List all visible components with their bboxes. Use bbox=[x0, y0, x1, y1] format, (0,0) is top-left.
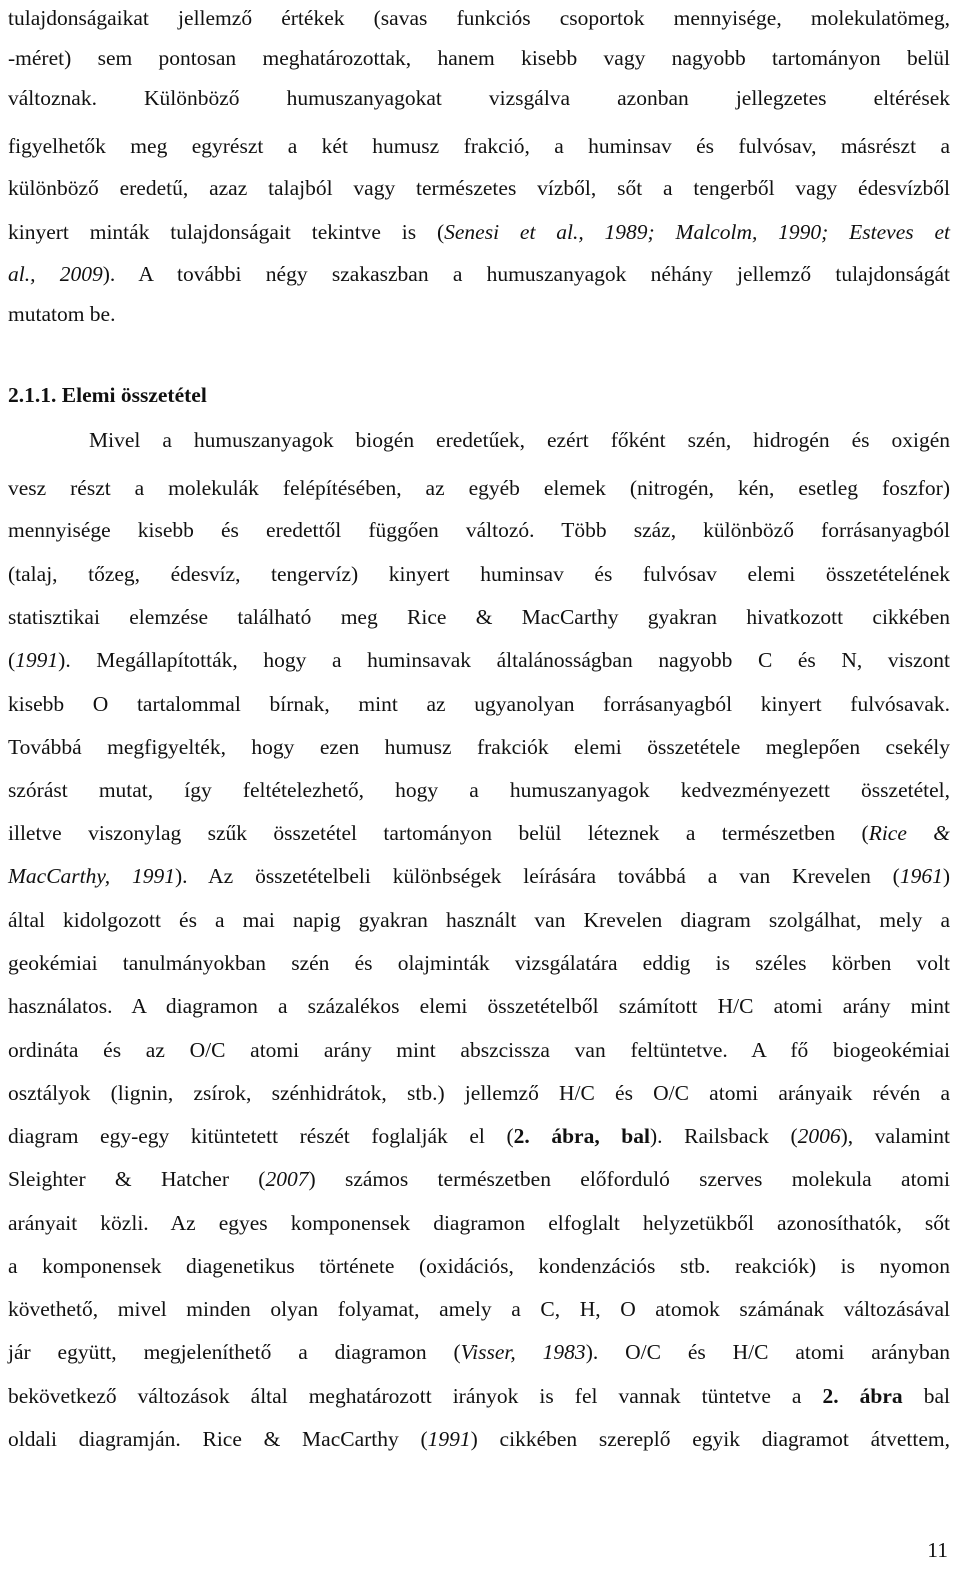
text-line bbox=[8, 1338, 950, 1366]
text-span: ) bbox=[942, 864, 950, 888]
text-line bbox=[8, 646, 950, 674]
text-span: bal bbox=[902, 1384, 950, 1408]
citation-year: 2007 bbox=[265, 1167, 309, 1191]
figure-reference: 2. ábra bbox=[822, 1384, 903, 1408]
citation: Senesi et al., 1989; Malcolm, 1990; Esteves et bbox=[444, 220, 950, 244]
text-line bbox=[8, 1425, 950, 1453]
text-span: ). Megállapították, hogy a huminsavak általánosságban nagyobb C és N, viszont bbox=[58, 648, 950, 672]
text-span: ) cikkében szereplő egyik diagramot átvettem, bbox=[470, 1427, 951, 1451]
citation: MacCarthy, 1991 bbox=[8, 864, 175, 888]
citation-year: 1991 bbox=[427, 1427, 471, 1451]
text-line: arányait közli. Az egyes komponensek diagramon elfoglalt helyzetükből azonosíthatók, sőt bbox=[8, 1211, 950, 1235]
text-line bbox=[8, 260, 950, 288]
text-line: különböző eredetű, azaz talajból vagy természetes vízből, sőt a tengerből vagy édesvízből bbox=[8, 176, 950, 200]
citation: Rice & bbox=[868, 821, 951, 845]
text-span: ). A további négy szakaszban a humuszanyagok néhány jellemző tulajdonságát bbox=[102, 262, 950, 286]
text-span: ( bbox=[8, 648, 16, 672]
text-span: ). Railsback ( bbox=[649, 1124, 798, 1148]
text-line: a komponensek diagenetikus története (oxidációs, kondenzációs stb. reakciók) is nyomon bbox=[8, 1254, 950, 1278]
text-span: ), valamint bbox=[840, 1124, 950, 1148]
figure-reference: 2. ábra, bal bbox=[513, 1124, 650, 1148]
text-line: által kidolgozott és a mai napig gyakran használt van Krevelen diagram szolgálhat, mely a bbox=[8, 908, 950, 932]
text-line: változnak. Különböző humuszanyagokat vizsgálva azonban jellegzetes eltérések bbox=[8, 86, 950, 110]
text-span: Sleighter & Hatcher ( bbox=[8, 1167, 266, 1191]
text-line: geokémiai tanulmányokban szén és olajminták vizsgálatára eddig is széles körben volt bbox=[8, 951, 950, 975]
text-line: (talaj, tőzeg, édesvíz, tengervíz) kinyert huminsav és fulvósav elemi összetételének bbox=[8, 562, 950, 586]
text-line bbox=[8, 218, 950, 246]
text-line: Továbbá megfigyelték, hogy ezen humusz frakciók elemi összetétele meglepően csekély bbox=[8, 735, 950, 759]
text-line: -méret) sem pontosan meghatározottak, hanem kisebb vagy nagyobb tartományon belül bbox=[8, 46, 950, 70]
page-number: 11 bbox=[927, 1538, 948, 1562]
text-span: illetve viszonylag szűk összetétel tartományon belül léteznek a természetben ( bbox=[8, 821, 869, 845]
text-span: bekövetkező változások által meghatározott irányok is fel vannak tüntetve a bbox=[8, 1384, 823, 1408]
text-line: tulajdonságaikat jellemző értékek (savas funkciós csoportok mennyisége, molekulatömeg, bbox=[8, 6, 950, 30]
text-line: mennyisége kisebb és eredettől függően változó. Több száz, különböző forrásanyagból bbox=[8, 518, 950, 542]
section-heading: 2.1.1. Elemi összetétel bbox=[8, 383, 207, 407]
text-line: mutatom be. bbox=[8, 302, 116, 326]
text-line: vesz részt a molekulák felépítésében, az egyéb elemek (nitrogén, kén, esetleg foszfor) bbox=[8, 476, 950, 500]
text-span: jár együtt, megjeleníthető a diagramon ( bbox=[8, 1340, 461, 1364]
text-line: Mivel a humuszanyagok biogén eredetűek, ezért főként szén, hidrogén és oxigén bbox=[89, 428, 950, 452]
text-line: szórást mutat, így feltételezhető, hogy a humuszanyagok kedvezményezett összetétel, bbox=[8, 778, 950, 802]
text-line: osztályok (lignin, zsírok, szénhidrátok, stb.) jellemző H/C és O/C atomi arányaik révén a bbox=[8, 1081, 950, 1105]
text-span: diagram egy-egy kitüntetett részét foglalják el ( bbox=[8, 1124, 514, 1148]
citation: al., 2009 bbox=[8, 262, 103, 286]
text-span: oldali diagramján. Rice & MacCarthy ( bbox=[8, 1427, 428, 1451]
text-span: ). O/C és H/C atomi arányban bbox=[585, 1340, 950, 1364]
citation-year: 2006 bbox=[797, 1124, 841, 1148]
text-line bbox=[8, 1165, 950, 1193]
text-line: statisztikai elemzése található meg Rice & MacCarthy gyakran hivatkozott cikkében bbox=[8, 605, 950, 629]
text-line: figyelhetők meg egyrészt a két humusz frakció, a huminsav és fulvósav, másrészt a bbox=[8, 134, 950, 158]
citation: Visser, 1983 bbox=[460, 1340, 586, 1364]
text-line: követhető, mivel minden olyan folyamat, amely a C, H, O atomok számának változásával bbox=[8, 1297, 950, 1321]
text-line bbox=[8, 1122, 950, 1150]
text-span: ) számos természetben előforduló szerves molekula atomi bbox=[308, 1167, 951, 1191]
text-line: ordináta és az O/C atomi arány mint abszcissza van feltüntetve. A fő biogeokémiai bbox=[8, 1038, 950, 1062]
citation-year: 1961 bbox=[899, 864, 943, 888]
text-span: kinyert minták tulajdonságait tekintve is ( bbox=[8, 220, 445, 244]
text-line bbox=[8, 1382, 950, 1410]
text-line bbox=[8, 819, 950, 847]
citation-year: 1991 bbox=[15, 648, 59, 672]
text-line bbox=[8, 862, 950, 890]
text-span: ). Az összetételbeli különbségek leírására továbbá a van Krevelen ( bbox=[174, 864, 900, 888]
text-line: használatos. A diagramon a százalékos elemi összetételből számított H/C atomi arány mint bbox=[8, 994, 950, 1018]
text-line: kisebb O tartalommal bírnak, mint az ugyanolyan forrásanyagból kinyert fulvósavak. bbox=[8, 692, 950, 716]
